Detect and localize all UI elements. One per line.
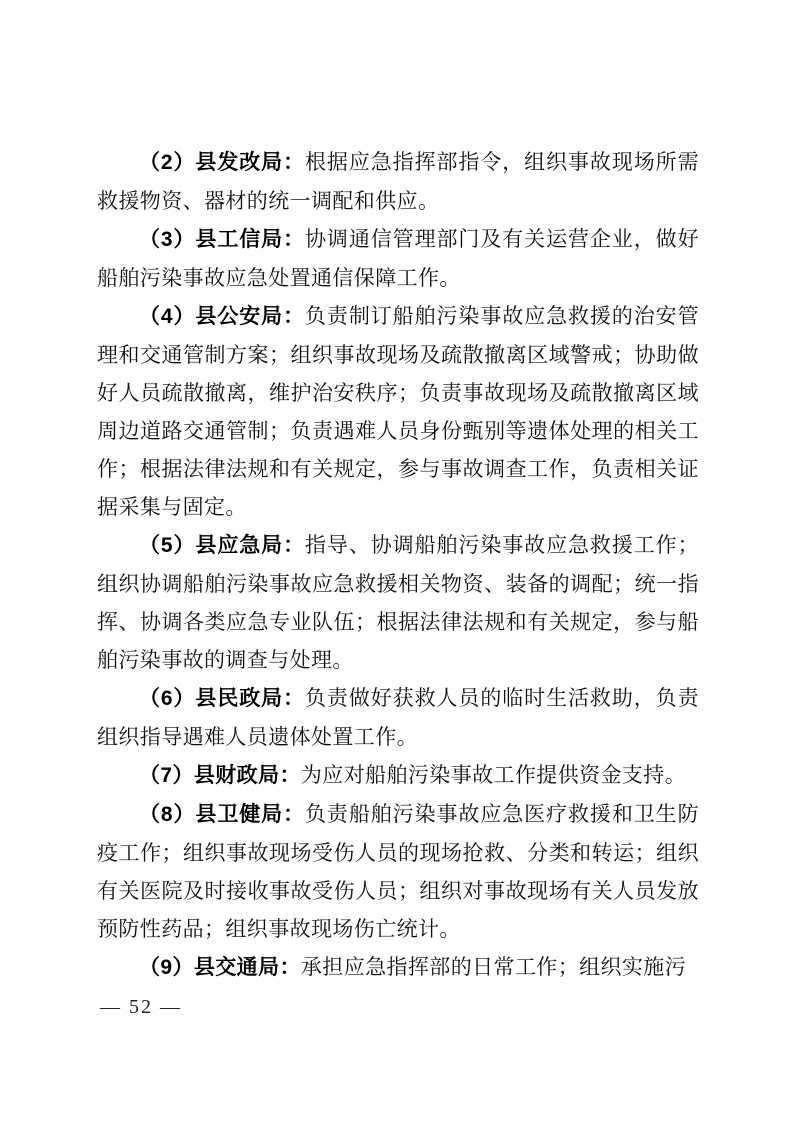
paragraph-dept-weijian	[97, 795, 699, 948]
paragraph-dept-yingji	[97, 526, 699, 679]
paragraph-dept-minzheng	[97, 679, 699, 756]
dept-label-gongan: （4）县公安局：	[139, 305, 306, 328]
paragraph-dept-caizheng	[97, 756, 699, 795]
paragraph-dept-fagai	[97, 143, 699, 220]
dept-label-gongxin: （3）县工信局：	[139, 228, 306, 251]
dept-label-weijian: （8）县卫健局：	[139, 803, 306, 826]
paragraph-text: 指导、协调船舶污染事故应急救援工作；组织协调船舶污染事故应急救援相关物资、装备的调配；统一指挥、协调各类应急专业队伍；根据法律法规和有关规定，参与船舶污染事故的调查与处理。	[97, 533, 699, 672]
paragraph-dept-gongxin	[97, 220, 699, 297]
paragraph-text: 负责做好获救人员的临时生活救助，负责组织指导遇难人员遗体处置工作。	[97, 686, 699, 749]
paragraph-text: 负责制订船舶污染事故应急救援的治安管理和交通管制方案；组织事故现场及疏散撤离区域警戒；协助做好人员疏散撤离，维护治安秩序；负责事故现场及疏散撤离区域周边道路交通管制；负责遇难人员身份甄别等遗体处理的相关工作；根据法律法规和有关规定，参与事故调查工作，负责相关证据采集与固定。	[97, 304, 699, 519]
dept-label-yingji: （5）县应急局：	[139, 534, 306, 557]
dept-label-fagai: （2）县发改局：	[139, 151, 306, 174]
paragraph-text: 根据应急指挥部指令，组织事故现场所需救援物资、器材的统一调配和供应。	[97, 150, 699, 213]
paragraph-text: 协调通信管理部门及有关运营企业，做好船舶污染事故应急处置通信保障工作。	[97, 227, 699, 290]
paragraph-dept-gongan	[97, 297, 699, 526]
paragraph-dept-jiaotong	[97, 948, 699, 987]
document-body	[97, 143, 699, 987]
paragraph-text: 负责船舶污染事故应急医疗救援和卫生防疫工作；组织事故现场受伤人员的现场抢救、分类和转运；组织有关医院及时接收事故受伤人员；组织对事故现场有关人员发放预防性药品；组织事故现场伤亡统计。	[97, 802, 699, 941]
dept-label-minzheng: （6）县民政局：	[139, 687, 306, 710]
paragraph-text: 为应对船舶污染事故工作提供资金支持。	[300, 763, 687, 787]
page-number: — 52 —	[100, 996, 182, 1018]
dept-label-caizheng: （7）县财政局：	[139, 764, 301, 787]
paragraph-text: 承担应急指挥部的日常工作；组织实施污	[300, 955, 687, 979]
dept-label-jiaotong: （9）县交通局：	[139, 956, 301, 979]
